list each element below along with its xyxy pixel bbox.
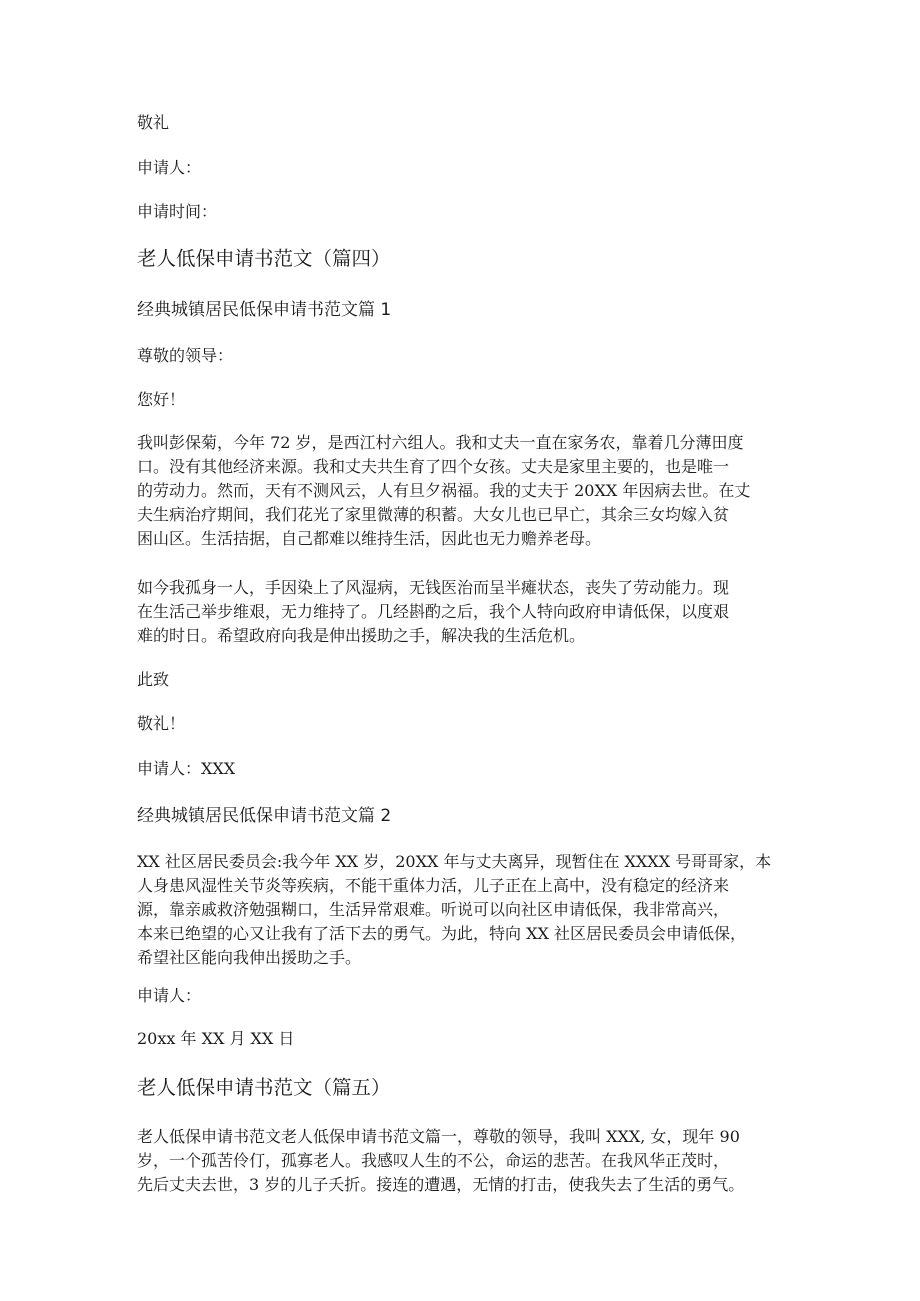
paragraph-2 <box>137 576 782 648</box>
paragraph-3-line: 人身患风湿性关节炎等疾病，不能干重体力活，儿子正在上高中，没有稳定的经济来 <box>137 876 730 895</box>
paragraph-4-line: 岁，一个孤苦伶仃，孤寡老人。我感叹人生的不公，命运的悲苦。在我风华正茂时， <box>137 1151 730 1170</box>
date-3: 20xx 年 XX 月 XX 日 <box>137 1029 295 1048</box>
paragraph-4-line: 先后丈夫去世，3 岁的儿子夭折。接连的遭遇，无情的打击，使我失去了生活的勇气。 <box>137 1175 745 1194</box>
closing-1: 此致 <box>137 670 170 689</box>
paragraph-1-line: 的劳动力。然而，天有不测风云，人有旦夕祸福。我的丈夫于 20XX 年因病去世。在丈 <box>137 481 751 500</box>
salutation-1: 尊敬的领导： <box>137 346 234 365</box>
paragraph-3-line: 源，靠亲戚救济勉强糊口，生活异常艰难。听说可以向社区申请低保，我非常高兴， <box>137 900 730 919</box>
applicant-1: 申请人： <box>137 158 202 177</box>
heading-part-5: 老人低保申请书范文（篇五） <box>137 1076 391 1099</box>
paragraph-4 <box>137 1125 782 1197</box>
paragraph-3-line: XX 社区居民委员会:我今年 XX 岁，20XX 年与丈夫离异，现暂住在 XXXX 号哥哥家，本 <box>137 852 772 871</box>
paragraph-2-line: 难的时日。希望政府向我是伸出援助之手，解决我的生活危机。 <box>137 626 586 645</box>
paragraph-1-line: 口。没有其他经济来源。我和丈夫共生育了四个女孩。丈夫是家里主要的，也是唯一 <box>137 457 730 476</box>
paragraph-1-line: 我叫彭保菊，今年 72 岁，是西江村六组人。我和丈夫一直在家务农，靠着几分薄田度 <box>137 433 744 452</box>
subheading-2: 经典城镇居民低保申请书范文篇 2 <box>137 806 392 826</box>
subheading-1: 经典城镇居民低保申请书范文篇 1 <box>137 300 392 320</box>
applicant-2: 申请人：XXX <box>137 759 236 778</box>
greeting-close-1: 敬礼 <box>137 113 170 132</box>
paragraph-1 <box>137 431 782 551</box>
hello-1: 您好！ <box>137 390 186 409</box>
paragraph-3-line: 本来已绝望的心又让我有了活下去的勇气。为此，特向 XX 社区居民委员会申请低保， <box>137 924 746 943</box>
heading-part-4: 老人低保申请书范文（篇四） <box>137 247 391 270</box>
paragraph-3-line: 希望社区能向我伸出援助之手。 <box>137 948 362 967</box>
paragraph-3 <box>137 850 782 970</box>
paragraph-2-line: 在生活己举步维艰，无力维持了。几经斟酌之后，我个人特向政府申请低保，以度艰 <box>137 602 730 621</box>
paragraph-2-line: 如今我孤身一人，手因染上了风湿病，无钱医治而呈半瘫状态，丧失了劳动能力。现 <box>137 578 730 597</box>
apply-time-1: 申请时间： <box>137 202 218 221</box>
paragraph-1-line: 夫生病治疗期间，我们花光了家里微薄的积蓄。大女儿也已早亡，其余三女均嫁入贫 <box>137 505 730 524</box>
applicant-3: 申请人： <box>137 986 202 1005</box>
paragraph-4-line: 老人低保申请书范文老人低保申请书范文篇一，尊敬的领导，我叫 XXX, 女，现年 90 <box>137 1127 740 1146</box>
greeting-close-2: 敬礼！ <box>137 714 186 733</box>
paragraph-1-line: 困山区。生活拮据，自己都难以维持生活，因此也无力赡养老母。 <box>137 529 602 548</box>
